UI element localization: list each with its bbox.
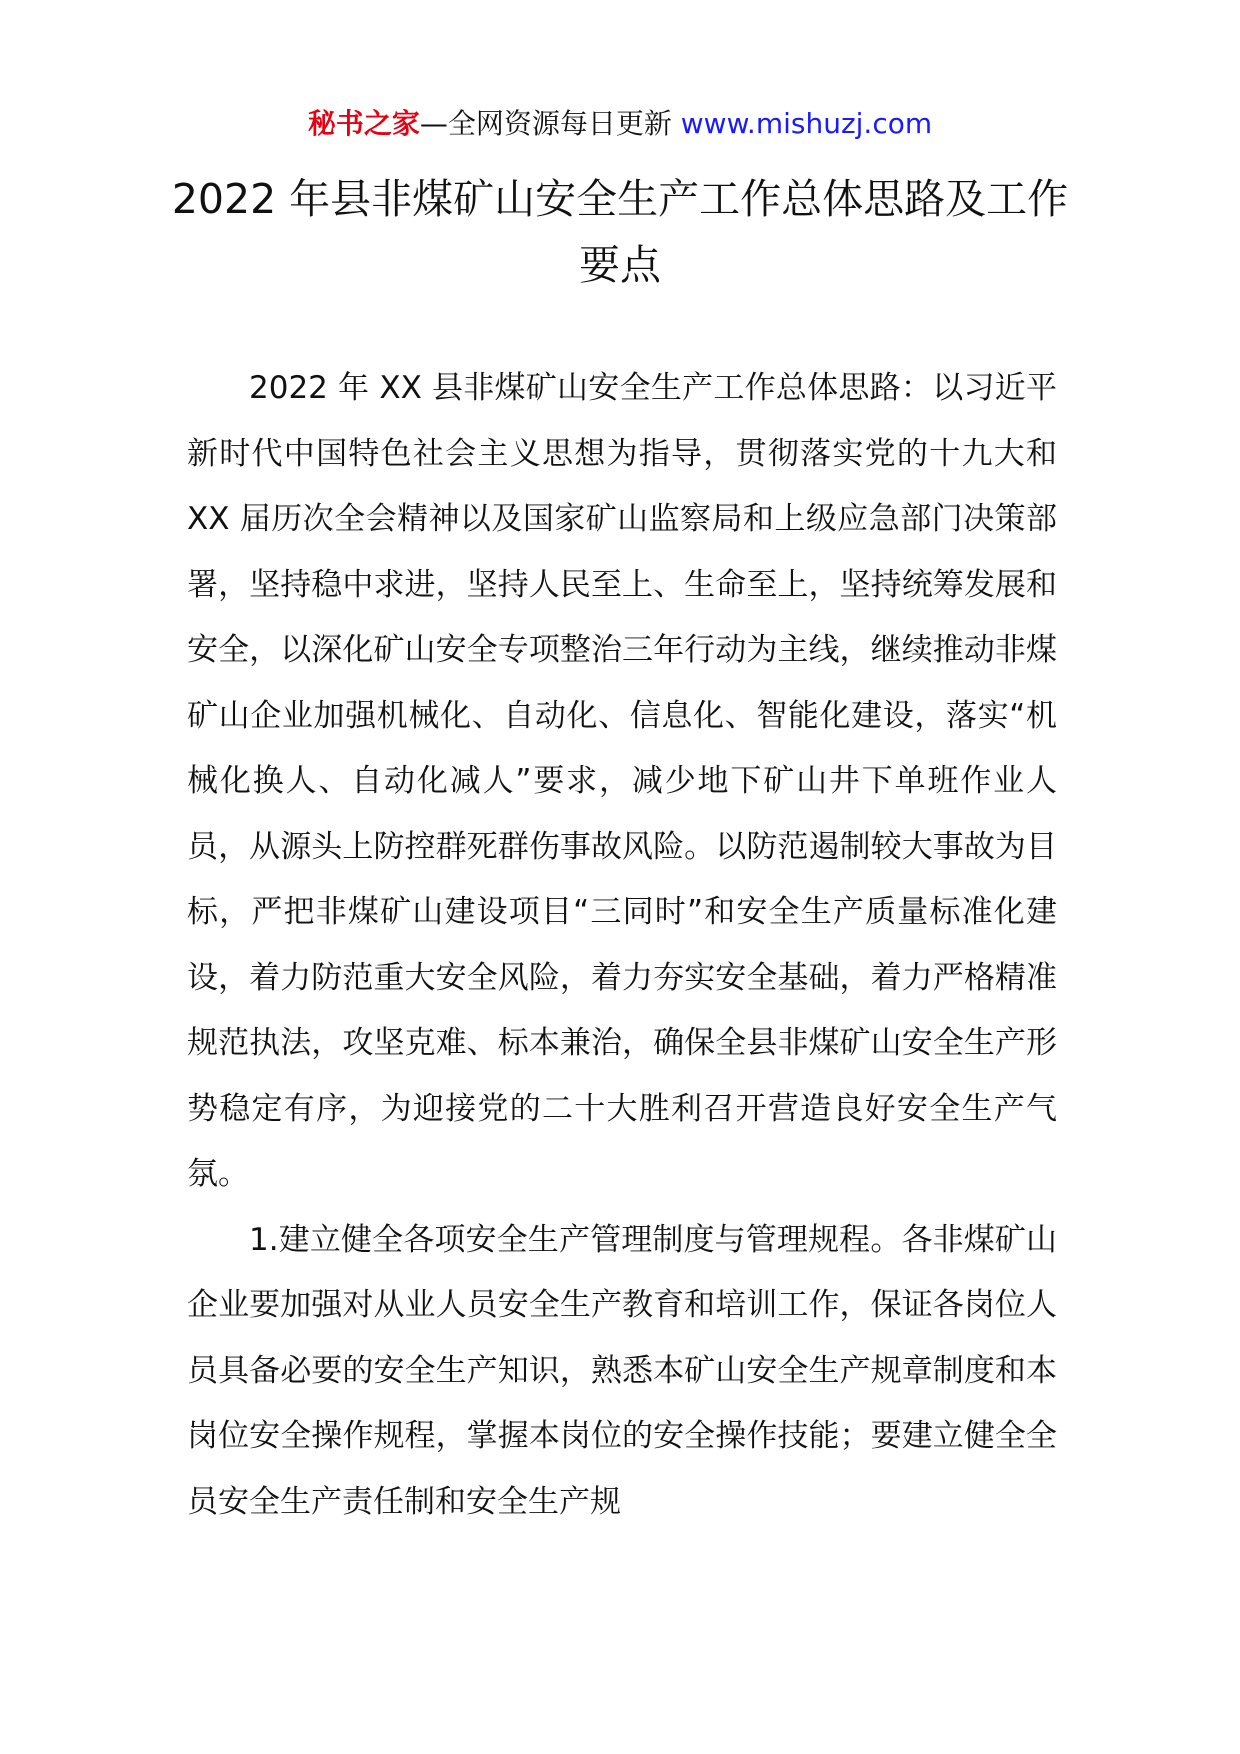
paragraph-item-1: 1.建立健全各项安全生产管理制度与管理规程。各非煤矿山企业要加强对从业人员安全生产教育和培训工作，保证各岗位人员具备必要的安全生产知识，熟悉本矿山安全生产规章制度和本岗位安全操作规程，掌握本岗位的安全操作技能；要建立健全全员安全生产责任制和安全生产规 (187, 1221, 1057, 1520)
site-url-link[interactable]: www.mishuzj.com (680, 107, 933, 140)
document-body (187, 356, 1057, 1535)
paragraph-overview: 2022 年 XX 县非煤矿山安全生产工作总体思路：以习近平新时代中国特色社会主义思想为指导，贯彻落实党的十九大和 XX 届历次全会精神以及国家矿山监察局和上级应急部门决策部署，坚持稳中求进，坚持人民至上、生命至上，坚持统筹发展和安全，以深化矿山安全专项整治三年行动为主线，继续推动非煤矿山企业加强机械化、自动化、信息化、智能化建设，落实“机械化换人、自动化减人”要求，减少地下矿山井下单班作业人员，从源头上防控群死群伤事故风险。以防范遏制较大事故为目标，严把非煤矿山建设项目“三同时”和安全生产质量标准化建设，着力防范重大安全风险，着力夯实安全基础，着力严格精准规范执法，攻坚克难、标本兼治，确保全县非煤矿山安全生产形势稳定有序，为迎接党的二十大胜利召开营造良好安全生产气氛。 (187, 370, 1057, 1192)
header-slogan: —全网资源每日更新 (419, 107, 681, 140)
document-title: 2022 年县非煤矿山安全生产工作总体思路及工作要点 (171, 175, 1069, 289)
site-header (0, 104, 1240, 144)
brand-name: 秘书之家 (307, 107, 420, 140)
